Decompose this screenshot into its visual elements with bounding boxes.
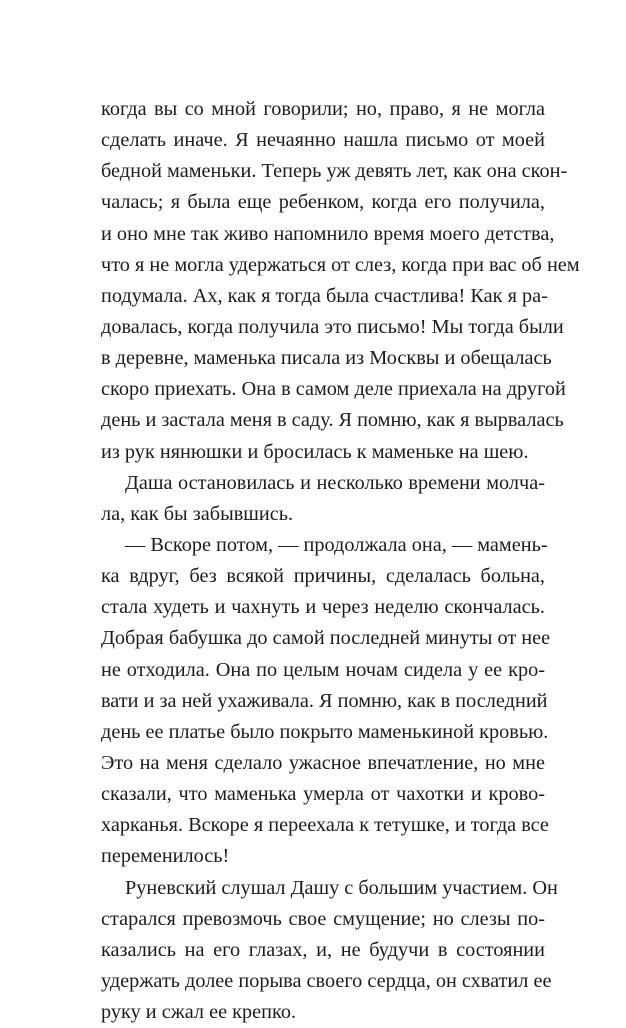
text-line: день и застала меня в саду. Я помню, как я вырвалась: [101, 409, 564, 432]
text-line: когда вы со мной говорили; но, право, я не могла: [101, 98, 545, 120]
text-line: харканья. Вскоре я переехала к тетушке, и тогда все: [101, 814, 549, 837]
text-line: Даша остановилась и несколько времени молча-: [125, 471, 545, 494]
text-line: Добрая бабушка до самой последней минуты от нее: [101, 627, 551, 650]
text-line: скоро приехать. Она в самом деле приехала на другой: [101, 378, 566, 401]
text-line: и оно мне так живо напомнило время моего детства,: [101, 222, 555, 245]
text-line: — Вскоре потом, — продолжала она, — мамень-: [125, 533, 548, 556]
text-line: удержать долее порыва своего сердца, он схватил ее: [101, 969, 552, 992]
text-line: довалась, когда получила это письмо! Мы тогда были: [101, 315, 564, 338]
text-line: чалась; я была еще ребенком, когда его получила,: [101, 191, 545, 214]
text-line: стала худеть и чахнуть и через неделю скончалась.: [101, 596, 545, 619]
paragraph-3: [101, 530, 551, 873]
text-line: бедной маменьки. Теперь уж девять лет, как она скон-: [101, 160, 568, 183]
text-line: казались на его глазах, и, не будучи в состоянии: [101, 938, 545, 961]
text-line: ка вдруг, без всякой причины, сделалась больна,: [101, 565, 545, 588]
paragraph-2: [101, 468, 545, 530]
text-line: в деревне, маменька писала из Москвы и обещалась: [101, 347, 552, 370]
text-line: сделать иначе. Я нечаянно нашла письмо от моей: [101, 129, 545, 152]
text-line: не отходила. Она по целым ночам сидела у ее кро-: [101, 658, 545, 681]
text-line: сказали, что маменька умерла от чахотки и крово-: [101, 783, 545, 806]
text-line: ла, как бы забывшись.: [101, 502, 294, 525]
text-line: Руневский слушал Дашу с большим участием. Он: [125, 876, 558, 899]
book-page-text: [101, 94, 580, 1028]
text-line: из рук нянюшки и бросилась к маменьке на шею.: [101, 440, 529, 463]
paragraph-4: [101, 873, 558, 1028]
text-line: что я не могла удержаться от слез, когда при вас об нем: [101, 253, 580, 276]
text-line: старался превозмочь свое смущение; но слезы по-: [101, 907, 545, 930]
text-line: подумала. Ах, как я тогда была счастлива! Как я ра-: [101, 284, 548, 307]
text-line: день ее платье было покрыто маменькиной кровью.: [101, 720, 549, 743]
paragraph-1: [101, 94, 580, 468]
text-line: Это на меня сделало ужасное впечатление, но мне: [101, 751, 545, 774]
text-line: руку и сжал ее крепко.: [101, 1001, 297, 1024]
text-line: переменилось!: [101, 845, 230, 868]
text-line: вати и за ней ухаживала. Я помню, как в последний: [101, 689, 548, 712]
